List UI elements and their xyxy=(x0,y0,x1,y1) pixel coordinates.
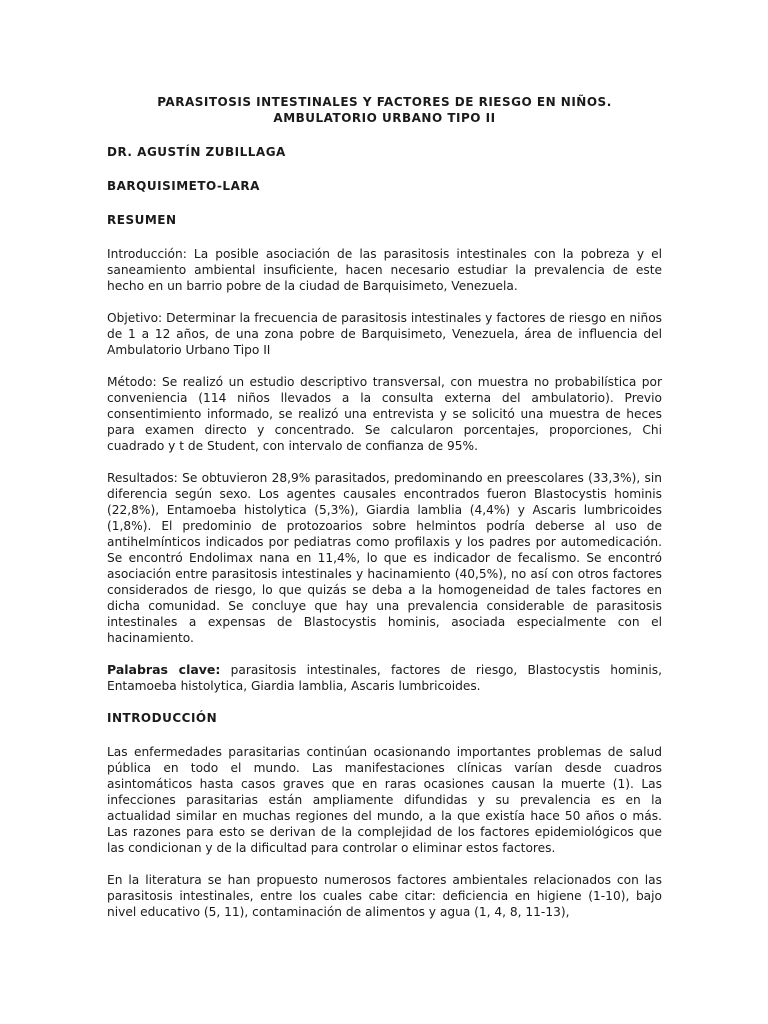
author-location: BARQUISIMETO-LARA xyxy=(107,179,260,193)
abstract-metodo: Método: Se realizó un estudio descriptivo transversal, con muestra no probabilística por conveniencia (114 niños llevados a la consulta externa del ambulatorio). Previo consentimiento informado, se realizó una entrevista y se solicitó una muestra de heces para examen directo y concentrado. Se calcularon porcentajes, proporciones, Chi cuadrado y t de Student, con intervalo de confianza de 95%. xyxy=(107,375,662,453)
author-name: DR. AGUSTÍN ZUBILLAGA xyxy=(107,145,286,159)
paper-title xyxy=(107,94,662,126)
intro-paragraph-1: Las enfermedades parasitarias continúan ocasionando importantes problemas de salud pública en todo el mundo. Las manifestaciones clínicas varían desde cuadros asintomáticos hasta casos graves que en raras ocasiones causan la muerte (1). Las infecciones parasitarias están ampliamente difundidas y su prevalencia es en la actualidad similar en muchas regiones del mundo, a la que existía hace 50 años o más. Las razones para esto se derivan de la complejidad de los factores epidemiológicos que las condicionan y de la dificultad para controlar o eliminar estos factores. xyxy=(107,745,662,855)
title-line-2: AMBULATORIO URBANO TIPO II xyxy=(273,111,496,125)
abstract-keywords xyxy=(107,662,662,694)
abstract-objetivo: Objetivo: Determinar la frecuencia de parasitosis intestinales y factores de riesgo en niños de 1 a 12 años, de una zona pobre de Barquisimeto, Venezuela, área de influencia del Ambulatorio Urbano Tipo II xyxy=(107,311,662,357)
keywords-label: Palabras clave: xyxy=(107,662,221,677)
abstract-resultados: Resultados: Se obtuvieron 28,9% parasitados, predominando en preescolares (33,3%), sin diferencia según sexo. Los agentes causales encontrados fueron Blastocystis hominis (22,8%), Entamoeba histolytica (5,3%), Giardia lamblia (4,4%) y Ascaris lumbricoides (1,8%). El predominio de protozoarios sobre helmintos podría deberse al uso de antihelmínticos indicados por pediatras como profilaxis y los padres por automedicación. Se encontró Endolimax nana en 11,4%, lo que es indicador de fecalismo. Se encontró asociación entre parasitosis intestinales y hacinamiento (40,5%), no así con otros factores considerados de riesgo, lo que quizás se deba a la homogeneidad de tales factores en dicha comunidad. Se concluye que hay una prevalencia considerable de parasitosis intestinales a expensas de Blastocystis hominis, asociada especialmente con el hacinamiento. xyxy=(107,471,662,645)
abstract-introduccion: Introducción: La posible asociación de las parasitosis intestinales con la pobreza y el saneamiento ambiental insuficiente, hacen necesario estudiar la prevalencia de este hecho en un barrio pobre de la ciudad de Barquisimeto, Venezuela. xyxy=(107,247,662,293)
document-page xyxy=(107,94,662,936)
section-heading-introduccion: INTRODUCCIÓN xyxy=(107,711,218,725)
keywords-text: parasitosis intestinales, factores de riesgo, Blastocystis hominis, Entamoeba histolytica, Giardia lamblia, Ascaris lumbricoides. xyxy=(107,663,663,693)
intro-paragraph-2: En la literatura se han propuesto numerosos factores ambientales relacionados con las parasitosis intestinales, entre los cuales cabe citar: deficiencia en higiene (1-10), bajo nivel educativo (5, 11), contaminación de alimentos y agua (1, 4, 8, 11-13), xyxy=(107,873,662,919)
title-line-1: PARASITOSIS INTESTINALES Y FACTORES DE RIESGO EN NIÑOS. xyxy=(157,95,612,109)
section-heading-resumen: RESUMEN xyxy=(107,213,177,227)
